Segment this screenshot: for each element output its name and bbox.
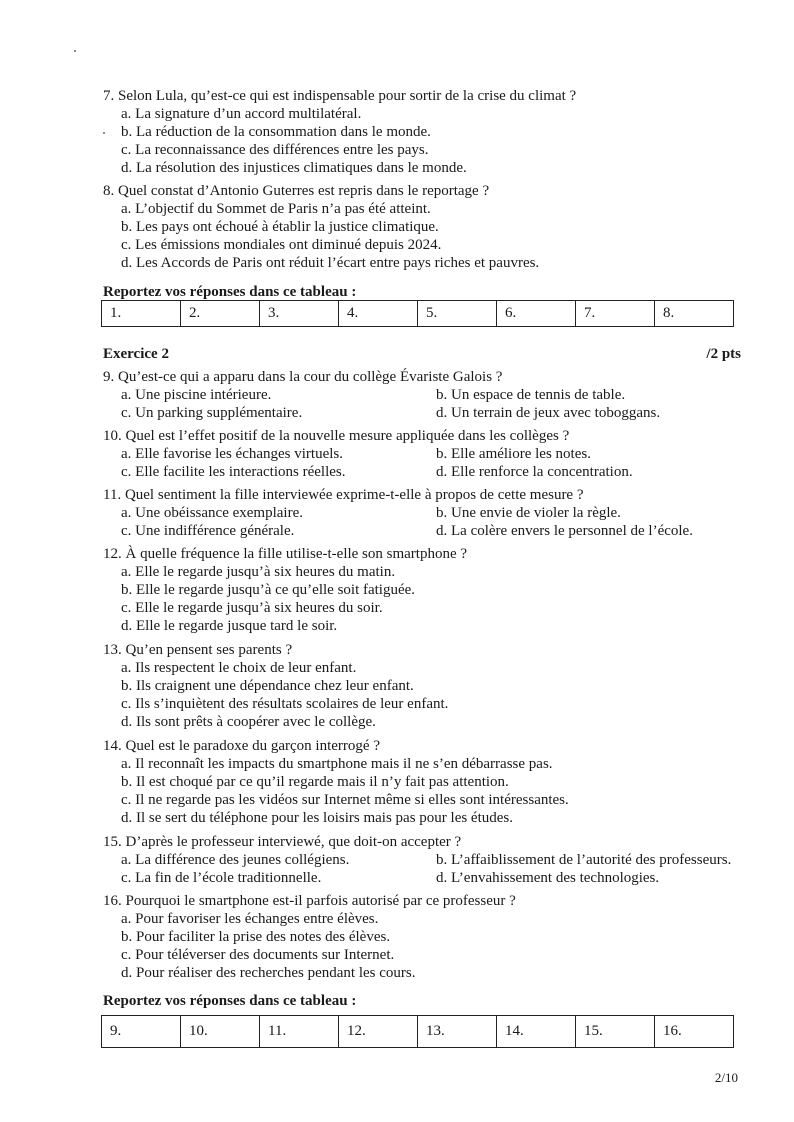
question-8-option-c: c. Les émissions mondiales ont diminué depuis 2024. bbox=[121, 237, 442, 253]
question-10-option-a: a. Elle favorise les échanges virtuels. bbox=[121, 446, 343, 462]
scan-speck bbox=[103, 132, 105, 134]
answer-table-2-heading: Reportez vos réponses dans ce tableau : bbox=[103, 993, 357, 1009]
question-7-option-c: c. La reconnaissance des différences entre les pays. bbox=[121, 142, 429, 158]
question-15-option-a: a. La différence des jeunes collégiens. bbox=[121, 852, 350, 868]
answer-cell-11[interactable]: 11. bbox=[260, 1016, 339, 1048]
question-9-option-a: a. Une piscine intérieure. bbox=[121, 387, 272, 403]
question-9-option-d: d. Un terrain de jeux avec toboggans. bbox=[436, 405, 661, 421]
answer-cell-5[interactable]: 5. bbox=[418, 301, 497, 327]
question-16-option-b: b. Pour faciliter la prise des notes des élèves. bbox=[121, 929, 391, 945]
exercise-2-title: Exercice 2 bbox=[103, 346, 169, 362]
question-8-option-b: b. Les pays ont échoué à établir la justice climatique. bbox=[121, 219, 439, 235]
answer-cell-2[interactable]: 2. bbox=[181, 301, 260, 327]
question-8-option-a: a. L’objectif du Sommet de Paris n’a pas été atteint. bbox=[121, 201, 431, 217]
question-7-option-b: b. La réduction de la consommation dans le monde. bbox=[121, 124, 431, 140]
exercise-2-points: /2 pts bbox=[706, 346, 741, 362]
question-11-option-b: b. Une envie de violer la règle. bbox=[436, 505, 621, 521]
question-14-option-b: b. Il est choqué par ce qu’il regarde mais il n’y fait pas attention. bbox=[121, 774, 509, 790]
question-7-option-a: a. La signature d’un accord multilatéral. bbox=[121, 106, 362, 122]
answer-cell-9[interactable]: 9. bbox=[102, 1016, 181, 1048]
question-13-option-b: b. Ils craignent une dépendance chez leur enfant. bbox=[121, 678, 414, 694]
question-11-option-a: a. Une obéissance exemplaire. bbox=[121, 505, 303, 521]
question-16-text: 16. Pourquoi le smartphone est-il parfois autorisé par ce professeur ? bbox=[103, 893, 516, 909]
question-15-option-b: b. L’affaiblissement de l’autorité des professeurs. bbox=[436, 852, 732, 868]
answer-table-1-heading: Reportez vos réponses dans ce tableau : bbox=[103, 284, 357, 300]
answer-cell-7[interactable]: 7. bbox=[576, 301, 655, 327]
question-15-option-c: c. La fin de l’école traditionnelle. bbox=[121, 870, 322, 886]
answer-cell-4[interactable]: 4. bbox=[339, 301, 418, 327]
question-12-option-d: d. Elle le regarde jusque tard le soir. bbox=[121, 618, 338, 634]
question-16-option-c: c. Pour téléverser des documents sur Internet. bbox=[121, 947, 395, 963]
question-9-text: 9. Qu’est-ce qui a apparu dans la cour du collège Évariste Galois ? bbox=[103, 369, 503, 385]
question-11-option-c: c. Une indifférence générale. bbox=[121, 523, 295, 539]
question-12-option-b: b. Elle le regarde jusqu’à ce qu’elle soit fatiguée. bbox=[121, 582, 416, 598]
question-9-option-b: b. Un espace de tennis de table. bbox=[436, 387, 626, 403]
question-10-option-b: b. Elle améliore les notes. bbox=[436, 446, 591, 462]
answer-cell-8[interactable]: 8. bbox=[655, 301, 734, 327]
question-14-option-c: c. Il ne regarde pas les vidéos sur Internet même si elles sont intéressantes. bbox=[121, 792, 569, 808]
question-11-option-d: d. La colère envers le personnel de l’école. bbox=[436, 523, 693, 539]
answer-table-2 bbox=[101, 1015, 734, 1048]
scan-speck bbox=[74, 50, 76, 52]
question-15-option-d: d. L’envahissement des technologies. bbox=[436, 870, 660, 886]
question-12-text: 12. À quelle fréquence la fille utilise-t-elle son smartphone ? bbox=[103, 546, 468, 562]
answer-cell-13[interactable]: 13. bbox=[418, 1016, 497, 1048]
question-14-option-a: a. Il reconnaît les impacts du smartphone mais il ne s’en débarrasse pas. bbox=[121, 756, 553, 772]
answer-cell-16[interactable]: 16. bbox=[655, 1016, 734, 1048]
question-13-option-d: d. Ils sont prêts à coopérer avec le collège. bbox=[121, 714, 376, 730]
question-10-option-d: d. Elle renforce la concentration. bbox=[436, 464, 633, 480]
question-13-text: 13. Qu’en pensent ses parents ? bbox=[103, 642, 293, 658]
page-number: 2/10 bbox=[714, 1070, 738, 1085]
question-12-option-c: c. Elle le regarde jusqu’à six heures du soir. bbox=[121, 600, 383, 616]
answer-cell-6[interactable]: 6. bbox=[497, 301, 576, 327]
answer-table-1 bbox=[101, 300, 734, 327]
question-7-option-d: d. La résolution des injustices climatiques dans le monde. bbox=[121, 160, 467, 176]
answer-cell-1[interactable]: 1. bbox=[102, 301, 181, 327]
question-13-option-c: c. Ils s’inquiètent des résultats scolaires de leur enfant. bbox=[121, 696, 449, 712]
question-16-option-a: a. Pour favoriser les échanges entre élèves. bbox=[121, 911, 379, 927]
answer-cell-15[interactable]: 15. bbox=[576, 1016, 655, 1048]
question-7-text: 7. Selon Lula, qu’est-ce qui est indispensable pour sortir de la crise du climat ? bbox=[103, 88, 577, 104]
question-13-option-a: a. Ils respectent le choix de leur enfant. bbox=[121, 660, 357, 676]
answer-cell-12[interactable]: 12. bbox=[339, 1016, 418, 1048]
question-14-text: 14. Quel est le paradoxe du garçon interrogé ? bbox=[103, 738, 380, 754]
question-11-text: 11. Quel sentiment la fille interviewée exprime-t-elle à propos de cette mesure ? bbox=[103, 487, 584, 503]
question-10-text: 10. Quel est l’effet positif de la nouvelle mesure appliquée dans les collèges ? bbox=[103, 428, 570, 444]
question-15-text: 15. D’après le professeur interviewé, que doit-on accepter ? bbox=[103, 834, 462, 850]
question-9-option-c: c. Un parking supplémentaire. bbox=[121, 405, 303, 421]
answer-cell-10[interactable]: 10. bbox=[181, 1016, 260, 1048]
question-12-option-a: a. Elle le regarde jusqu’à six heures du matin. bbox=[121, 564, 396, 580]
question-8-text: 8. Quel constat d’Antonio Guterres est repris dans le reportage ? bbox=[103, 183, 490, 199]
question-16-option-d: d. Pour réaliser des recherches pendant les cours. bbox=[121, 965, 416, 981]
question-10-option-c: c. Elle facilite les interactions réelles. bbox=[121, 464, 346, 480]
question-8-option-d: d. Les Accords de Paris ont réduit l’écart entre pays riches et pauvres. bbox=[121, 255, 540, 271]
answer-cell-3[interactable]: 3. bbox=[260, 301, 339, 327]
question-14-option-d: d. Il se sert du téléphone pour les loisirs mais pas pour les études. bbox=[121, 810, 514, 826]
answer-cell-14[interactable]: 14. bbox=[497, 1016, 576, 1048]
